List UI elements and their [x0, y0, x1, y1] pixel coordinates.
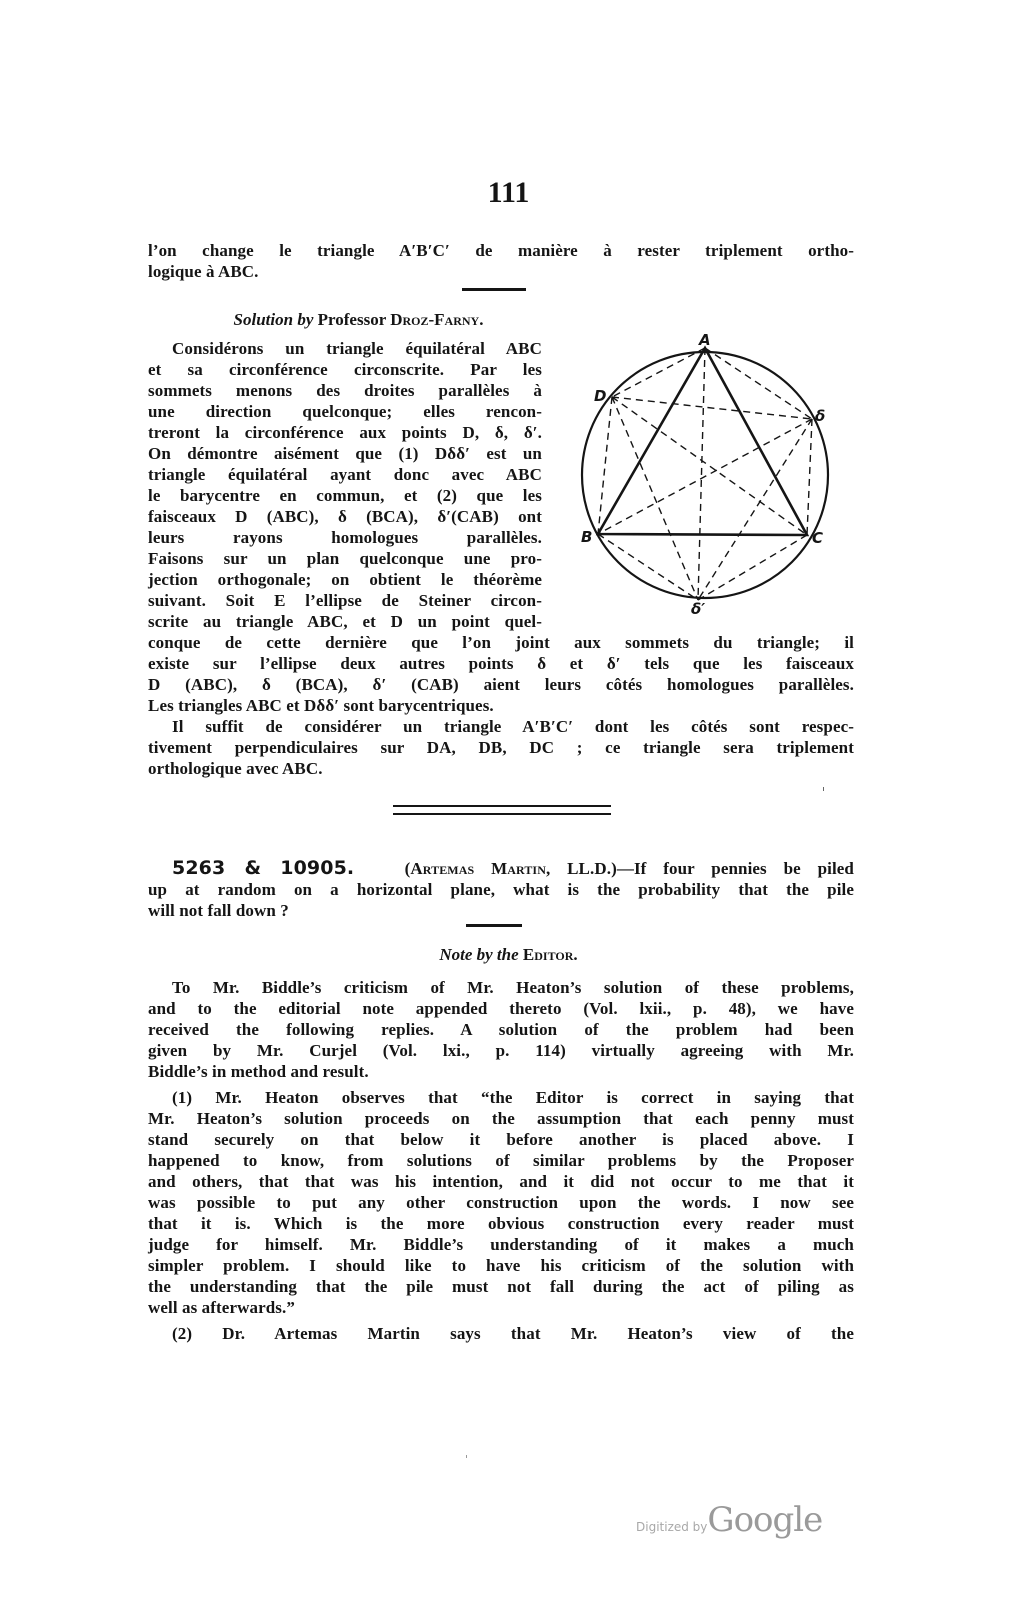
dashed-line-D-delta [612, 397, 812, 419]
label-D: D [594, 387, 607, 405]
note-paragraph-2 [148, 1087, 854, 1318]
text-line: jection orthogonale; on obtient le théorème [148, 570, 542, 589]
section-divider [462, 288, 526, 291]
text-line: faisceaux D (ABC), δ (BCA), δ′(CAB) ont [148, 507, 542, 526]
text-line: Biddle’s in method and result. [148, 1062, 369, 1081]
note-heading-italic: Note by the [439, 945, 519, 964]
text-line: simpler problem. I should like to have his criticism of the solution with [148, 1256, 854, 1275]
dashed-line-C-delta-prime [698, 535, 807, 600]
text-line: scrite au triangle ABC, et D un point quel- [148, 612, 542, 631]
label-delta: δ [815, 407, 826, 425]
dashed-lines [598, 348, 812, 600]
text-line: Faisons sur un plan quelconque une pro- [148, 549, 542, 568]
text-line: (1) Mr. Heaton observes that “the Editor is correct in saying that [172, 1088, 854, 1107]
text-line: (2) Dr. Artemas Martin says that Mr. Heaton’s view of the [172, 1324, 854, 1343]
narrow-column [148, 338, 542, 632]
text-line: was possible to put any other construction upon the words. I now see [148, 1193, 854, 1212]
text-line: sommets menons des droites parallèles à [148, 381, 542, 400]
print-speck [823, 787, 824, 791]
note-heading [0, 945, 1017, 965]
text-line: will not fall down ? [148, 901, 289, 920]
text-line: and to the editorial note appended thereto (Vol. lxii., p. 48), we have [148, 999, 854, 1018]
note-heading-name: Editor. [522, 945, 578, 964]
note-paragraph-3 [148, 1323, 854, 1344]
text-line: une direction quelconque; elles rencon- [148, 402, 542, 421]
circumcircle [582, 352, 828, 598]
solution-heading-italic: Solution by [233, 310, 314, 329]
text-line: leurs rayons homologues parallèles. [148, 528, 542, 547]
problem-statement [148, 858, 854, 921]
intro-paragraph [148, 240, 854, 282]
full-width-column [148, 632, 854, 779]
text-line: tivement perpendiculaires sur DA, DB, DC ; ce triangle sera triplement [148, 738, 854, 757]
text-line: triangle équilatéral ayant donc avec ABC [148, 465, 542, 484]
geometry-figure [575, 325, 855, 615]
text-line: D (ABC), δ (BCA), δ′ (CAB) aient leurs côtés homologues parallèles. [148, 675, 854, 694]
dashed-line-delta-delta-prime [698, 419, 812, 600]
text-line: suivant. Soit E l’ellipse de Steiner circon- [148, 591, 542, 610]
section-double-divider [393, 805, 611, 815]
note-paragraph-1 [148, 977, 854, 1082]
section-divider [466, 924, 522, 927]
label-C: C [812, 529, 824, 547]
text-line: that it is. Which is the more obvious construction every reader must [148, 1214, 854, 1233]
problem-author: (Artemas Martin, LL.D.) [404, 859, 617, 878]
text-line: given by Mr. Curjel (Vol. lxi., p. 114) virtually agreeing with Mr. [148, 1041, 854, 1060]
text-line: orthologique avec ABC. [148, 759, 323, 778]
google-logo: Google [707, 1500, 823, 1540]
text-line: conque de cette dernière que l’on joint aux sommets du triangle; il [148, 633, 854, 652]
problem-first-line [148, 858, 854, 879]
triangle-ABC [598, 348, 807, 535]
text-line: well as afterwards.” [148, 1298, 295, 1317]
text-line: Il suffit de considérer un triangle A′B′C′ dont les côtés sont respec- [172, 717, 854, 736]
text-line: stand securely on that below it before another is placed above. I [148, 1130, 854, 1149]
text-line: existe sur l’ellipse deux autres points δ et δ′ tels que les faisceaux [148, 654, 854, 673]
problem-number: 5263 & 10905. [172, 857, 355, 879]
text-line: To Mr. Biddle’s criticism of Mr. Heaton’s solution of these problems, [172, 978, 854, 997]
solution-author: Droz-Farny. [390, 310, 484, 329]
label-B: B [581, 528, 593, 546]
text-line: received the following replies. A solution of the problem had been [148, 1020, 854, 1039]
label-A: A [699, 331, 711, 349]
text-line: logique à ABC. [148, 262, 259, 281]
text-line: treront la circonférence aux points D, δ, δ′. [148, 423, 542, 442]
label-delta-prime: δ′ [691, 600, 706, 615]
dashed-line-B-delta-prime [598, 534, 698, 600]
text-line: and others, that that was his intention, and it did not occur to me that it [148, 1172, 854, 1191]
text-line: et sa circonférence circonscrite. Par les [148, 360, 542, 379]
text-line: happened to know, from solutions of similar problems by the Proposer [148, 1151, 854, 1170]
digitized-watermark [636, 1500, 822, 1540]
text-line: judge for himself. Mr. Biddle’s understanding of it makes a much [148, 1235, 854, 1254]
note-body [148, 977, 854, 1344]
print-speck [466, 1455, 467, 1458]
text-line: Considérons un triangle équilatéral ABC [172, 339, 542, 358]
text-line: up at random on a horizontal plane, what is the probability that the pile [148, 880, 854, 899]
text-line: the understanding that the pile must not fall during the act of piling as [148, 1277, 854, 1296]
text-line: Les triangles ABC et Dδδ′ sont barycentriques. [148, 696, 494, 715]
text-line: le barycentre en commun, et (2) que les [148, 486, 542, 505]
text-line: Mr. Heaton’s solution proceeds on the assumption that each penny must [148, 1109, 854, 1128]
dashed-line-delta-C [807, 419, 812, 535]
page-number: 111 [487, 176, 530, 209]
text-line: l’on change le triangle A′B′C′ de manière à rester triplement ortho- [148, 241, 854, 260]
solution-heading-prefix: Professor [317, 310, 386, 329]
problem-text: —If four pennies be piled [616, 859, 854, 878]
dashed-line-A-delta-prime [698, 348, 705, 600]
watermark-prefix: Digitized by [636, 1520, 708, 1534]
text-line: On démontre aisément que (1) Dδδ′ est un [148, 444, 542, 463]
